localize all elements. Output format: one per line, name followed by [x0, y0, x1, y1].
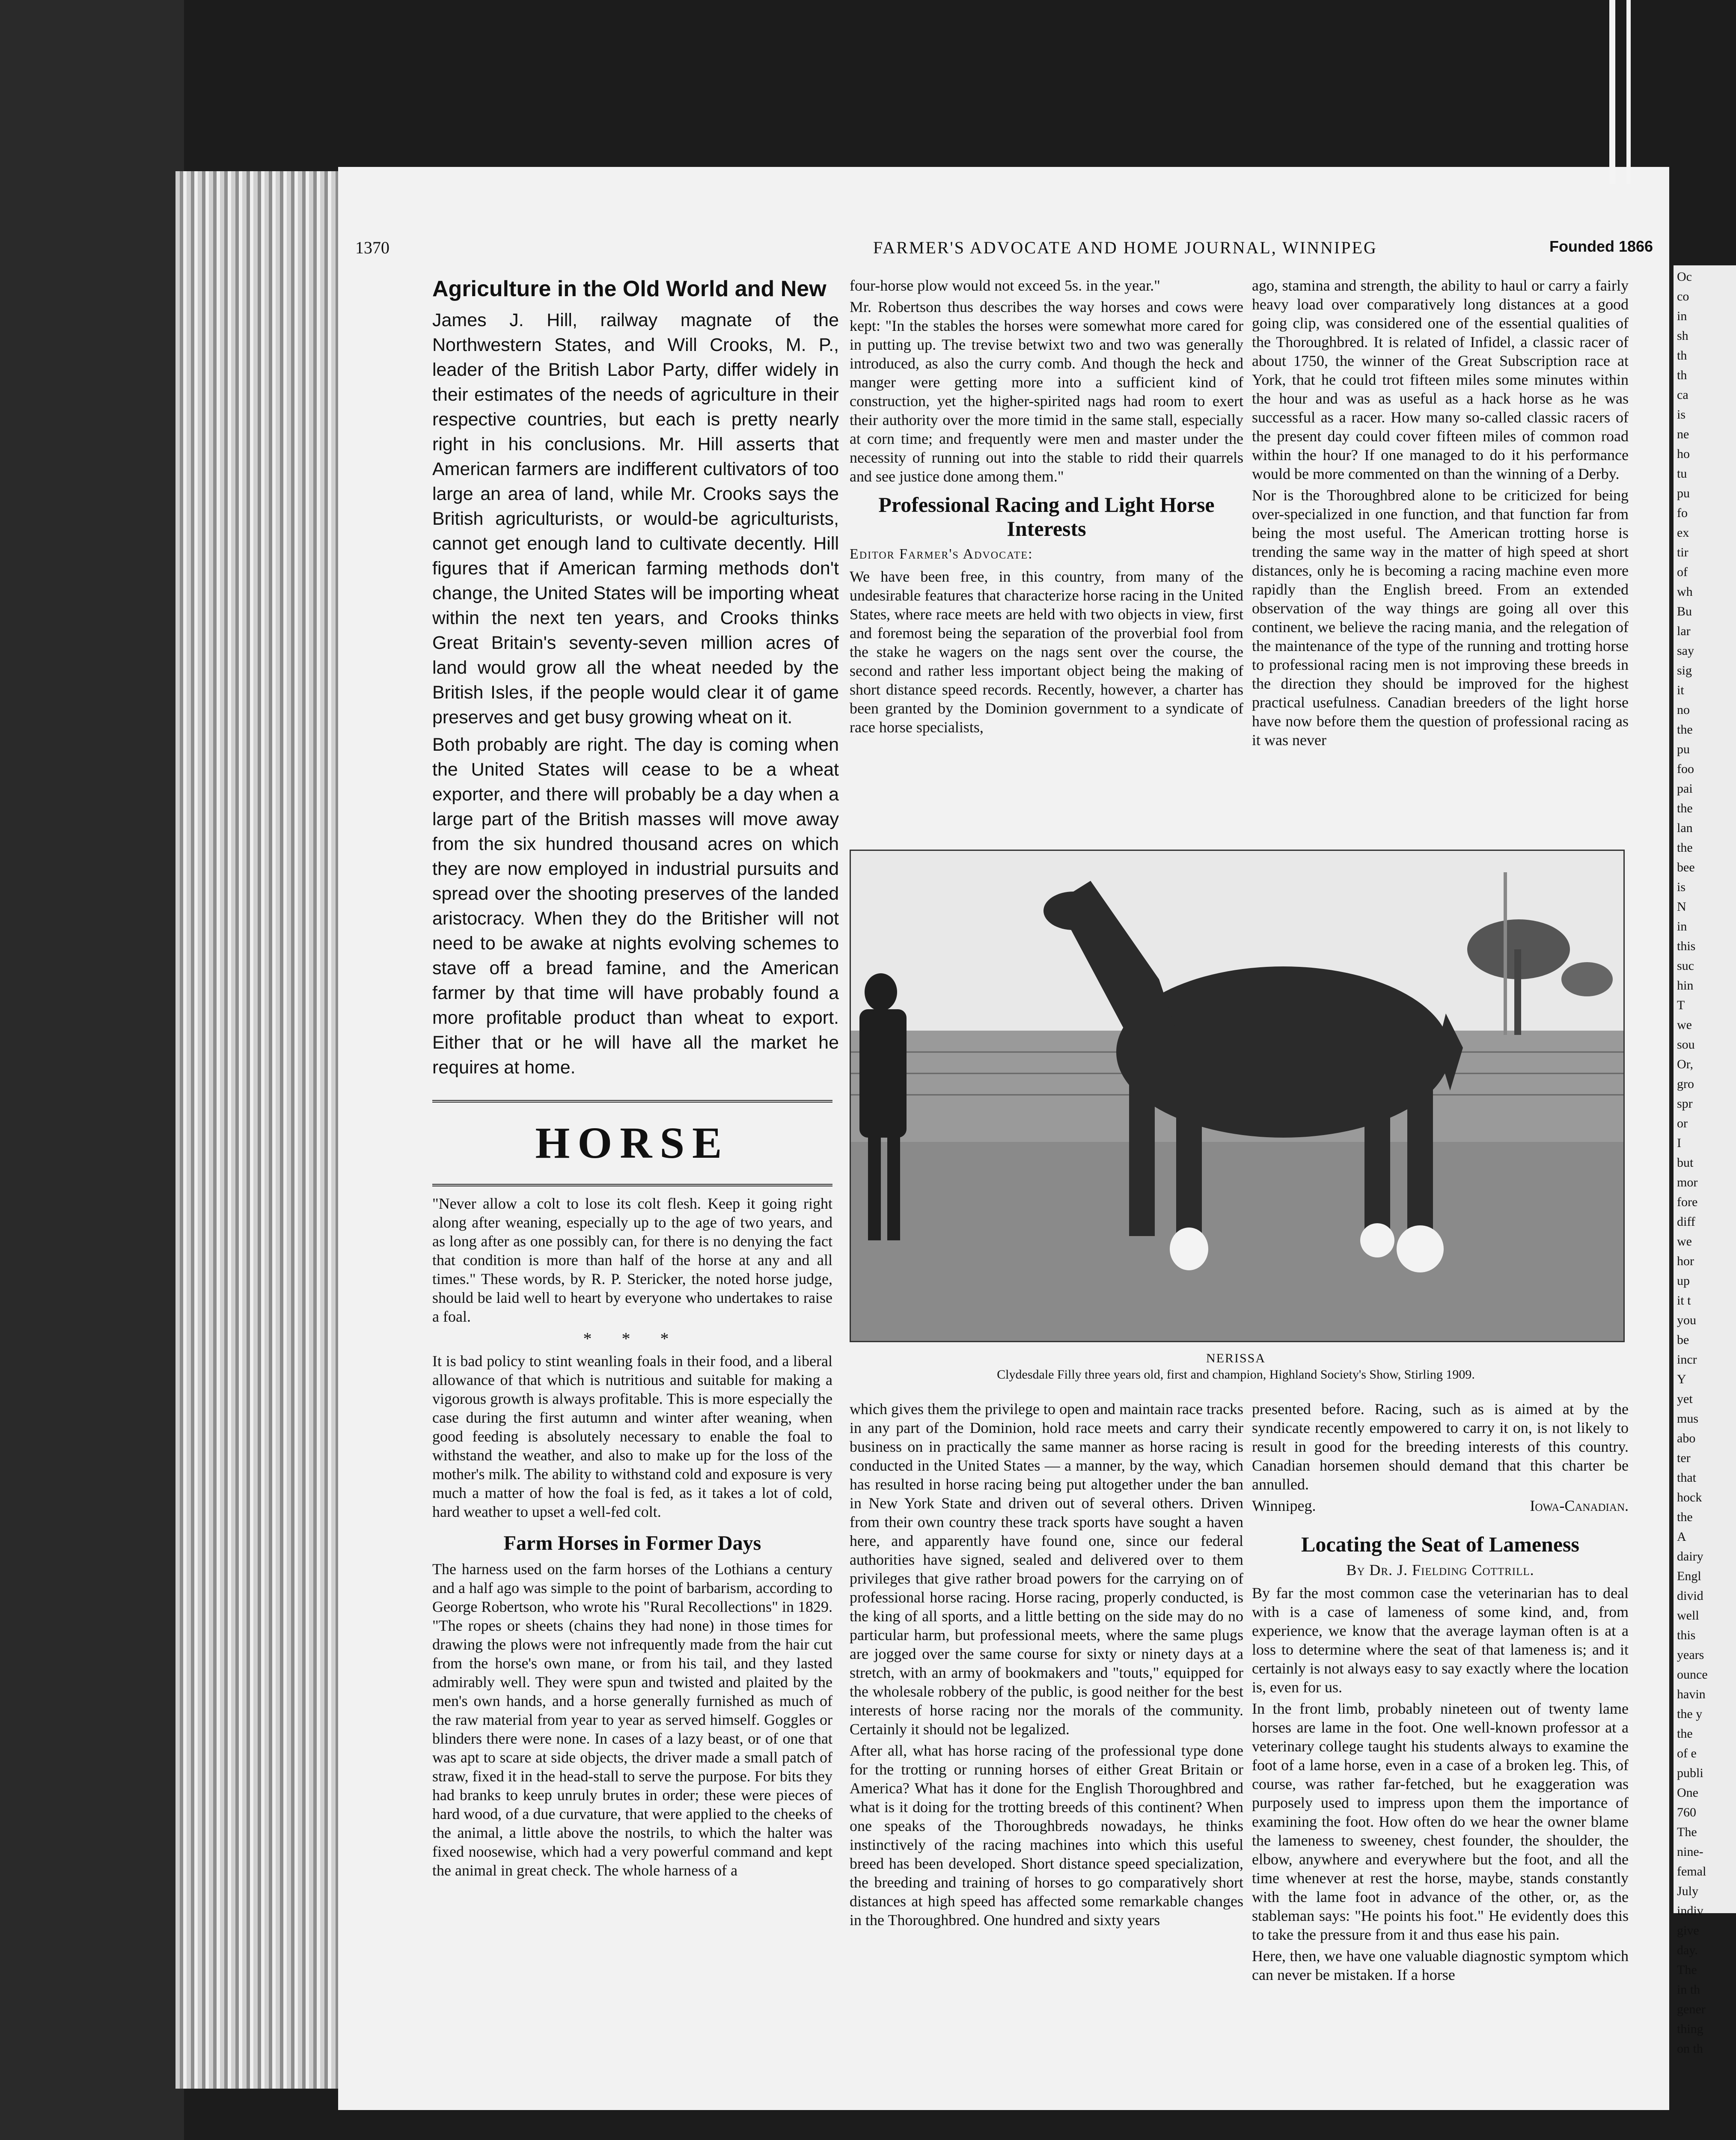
facing-page-text-fragment: havin [1677, 1687, 1706, 1701]
paragraph: The harness used on the farm horses of the Lothians a century and a half ago was simple to the point of barbarism, according to George Robertson, who wrote his "Rural Recollections" in 1829. "The ropes or sheets (chains they had none) in those times for drawing the plows were not infrequently made from the hair cut from the horse's own mane, or from his tail, and they lasted admirably well. They were spun and twisted and plaited by the men's own hands, and a horse generally furnished as much of the raw material from year to year as served himself. Goggles or blinders there were none. In cases of a lazy beast, or of one that was apt to scare at side objects, the driver made a small patch of straw, fixed it in the head-stall to serve the purpose. For bits they had branks to keep unruly brutes in order; these were pieces of hard wood, of a due curvature, that were applied to the cheeks of the animal, a little above the nostrils, to which the halter was fixed noosewise, which had a very powerful command and kept the animal in great check. The whole harness of a [432, 1560, 832, 1879]
facing-page-text-fragment: mus [1677, 1412, 1699, 1426]
facing-page-text-fragment: give [1677, 1923, 1699, 1938]
facing-page-text-fragment: nine- [1677, 1845, 1703, 1859]
facing-page-text-fragment: this [1677, 1628, 1696, 1642]
byline: By Dr. J. Fielding Cottrill. [1346, 1561, 1534, 1578]
paragraph: "Never allow a colt to lose its colt flesh. Keep it going right along after weaning, especially up to the age of two years, and as long after as one possibly can, for there is no denying the fact that condition is more than half of the horse at any and all times." These words, by R. P. Stericker, the noted horse judge, should be laid well to heart by everyone who undertakes to raise a foal. [432, 1195, 832, 1325]
facing-page-text-fragment: fore [1677, 1195, 1698, 1209]
page-edges [175, 171, 338, 2089]
facing-page-text-fragment: lan [1677, 821, 1693, 835]
agriculture-article [432, 276, 839, 1089]
facing-page-text-fragment: N [1677, 900, 1686, 914]
facing-page-text-fragment: yet [1677, 1392, 1693, 1406]
gutter-light-bar [1626, 0, 1631, 184]
caption-title: NERISSA [1206, 1351, 1266, 1365]
paragraph: Here, then, we have one valuable diagnostic symptom which can never be mistaken. If a horse [1252, 1947, 1629, 1983]
photo-caption [850, 1350, 1622, 1383]
facing-page-text-fragment: Engl [1677, 1569, 1701, 1583]
facing-page-fragment [1674, 265, 1736, 2056]
facing-page-text-fragment: say [1677, 644, 1694, 658]
facing-page-text-fragment: gro [1677, 1077, 1694, 1091]
facing-page-text-fragment: the y [1677, 1707, 1703, 1721]
facing-page-text-fragment: in th [1677, 1982, 1700, 1997]
editor-salutation: Editor Farmer's Advocate: [850, 546, 1033, 562]
facing-page-text-fragment: ex [1677, 526, 1689, 540]
facing-page-text-fragment: pu [1677, 486, 1690, 500]
facing-page-text-fragment: tir [1677, 545, 1688, 559]
facing-page-text-fragment: gener [1677, 2002, 1706, 2016]
paragraph: After all, what has horse racing of the professional type done for the trotting or running horses of either Great Britain or America? What has it done for the English Thoroughbred and what is it doing for the trotting breeds of this continent? When one speaks of the Thoroughbreds nowadays, he thinks instinctively of the racing machines into which this useful breed has been developed. Short distance speed specialization, the breeding and training of horses to go comparatively short distances at high speed has affected some remarkable changes in the Thoroughbred. One hundred and sixty years [850, 1742, 1243, 1929]
facing-page-text-fragment: diff [1677, 1215, 1695, 1229]
horse-notes [432, 1194, 832, 2050]
journal-title: FARMER'S ADVOCATE AND HOME JOURNAL, WINNIPEG [873, 238, 1377, 257]
facing-page-text-fragment: the [1677, 801, 1693, 815]
facing-page-text-fragment: in [1677, 919, 1687, 933]
facing-page-text-fragment: publi [1677, 1766, 1703, 1780]
facing-page-text-fragment: wh [1677, 585, 1693, 599]
facing-page-text-fragment: years [1677, 1648, 1704, 1662]
facing-page-text-fragment: up [1677, 1274, 1690, 1288]
facing-page-text-fragment: spr [1677, 1097, 1693, 1111]
facing-page-text-fragment: the [1677, 722, 1693, 737]
paragraph: It is bad policy to stint weanling foals in their food, and a liberal allowance of that which is nutritious and suitable for making a vigorous growth is always profitable. This is more especially the case during the first autumn and winter after weaning, when good feeding is absolutely necessary to enable the foal to withstand the weather, and also to make up for the loss of the mother's milk. The ability to withstand cold and exposure is very much a matter of how the foal is fed, as it takes a lot of cold, hard weather to upset a well-fed colt. [432, 1352, 832, 1520]
facing-page-text-fragment: dairy [1677, 1549, 1703, 1563]
facing-page-text-fragment: pu [1677, 742, 1690, 756]
facing-page-text-fragment: the [1677, 1727, 1693, 1741]
separator-stars: * * * [583, 1329, 682, 1348]
column-3-top [1252, 276, 1629, 828]
section-heading: HORSE [535, 1118, 730, 1168]
facing-page-text-fragment: we [1677, 1234, 1692, 1248]
paragraph: ago, stamina and strength, the ability to haul or carry a fairly heavy load over comparatively long distances at a good going clip, was considered one of the essential qualities of the Thoroughbred. It is related of Infidel, a classic racer of about 1750, the winner of the Great Subscription race at York, that he could trot fifteen miles some minutes within the hour and was as useful as a hack horse as he was successful as a racer. How many so-called classic racers of the present day could cover fifteen miles of common road within the hour? If one managed to do it his performance would be more commented on than the winning of a Derby. [1252, 277, 1629, 482]
paragraph: We have been free, in this country, from many of the undesirable features that characterize horse racing in the United States, where race meets are held with two objects in view, first and foremost being the separation of the proverbial fool from the stake he wagers on the nags sent over the course, the second and rather less important object being the making of short distance speed records. Recently, however, a charter has been granted by the Dominion government to a syndicate of race horse specialists, [850, 568, 1243, 736]
facing-page-text-fragment: on th [1677, 2042, 1703, 2056]
facing-page-text-fragment: hin [1677, 978, 1694, 993]
facing-page-text-fragment: pai [1677, 782, 1693, 796]
facing-page-text-fragment: the [1677, 841, 1693, 855]
facing-page-text-fragment: but [1677, 1156, 1694, 1170]
gutter-light-bar [1609, 0, 1615, 184]
facing-page-text-fragment: ca [1677, 388, 1688, 402]
facing-page-text-fragment: A [1677, 1530, 1686, 1544]
facing-page-text-fragment: we [1677, 1018, 1692, 1032]
article-title: Professional Racing and Light Horse Interests [878, 493, 1215, 541]
paragraph: presented before. Racing, such as is aimed at by the syndicate recently empowered to carry it on, is not likely to result in good for the breeding interests of this country. Canadian horsemen should demand that this charter be annulled. [1252, 1400, 1629, 1493]
facing-page-text-fragment: thing [1677, 2022, 1703, 2036]
facing-page-text-fragment: this [1677, 939, 1696, 953]
article-title: Locating the Seat of Lameness [1301, 1532, 1579, 1556]
facing-page-text-fragment: co [1677, 289, 1689, 303]
paragraph: Both probably are right. The day is coming when the United States will cease to be a wheat exporter, and there will probably be a day when a large part of the British masses will move away from the six hundred thousand acres on which they are now employed in industrial pursuits and spread over the shooting preserves of the landed aristocracy. When they do the Britisher will not need to be awake at nights evolving schemes to stave off a bread famine, and the American farmer by that time will have probably found a more profitable product than wheat to export. Either that or he will have all the market he requires at home. [432, 734, 839, 1078]
facing-page-text-fragment: Y [1677, 1372, 1686, 1386]
facing-page-text-fragment: in [1677, 309, 1687, 323]
clydesdale-photo-illustration [851, 851, 1623, 1341]
facing-page-text-fragment: is [1677, 880, 1686, 894]
facing-page-text-fragment: Oc [1677, 270, 1692, 284]
facing-page-text-fragment: mor [1677, 1175, 1698, 1189]
paragraph: Mr. Robertson thus describes the way horses and cows were kept: "In the stables the horses were somewhat more cared for in putting up. The trevise betwixt two and two was generally introduced, as also the curry comb. And though the heck and manger were getting more into a sufficient kind of construction, yet the higher-spirited nags had room to exert their authority over the more timid in the same stall, especially at corn time; and frequently were men and master under the necessity of running out into the stable to ridd their quarrels and see justice done among them." [850, 298, 1243, 485]
signature-line [1252, 1496, 1629, 1515]
facing-page-text-fragment: you [1677, 1313, 1696, 1327]
running-header [355, 238, 1674, 259]
facing-page-text-fragment: sh [1677, 329, 1688, 343]
facing-page-text-fragment: no [1677, 703, 1690, 717]
facing-page-text-fragment: that [1677, 1471, 1696, 1485]
page-number: 1370 [355, 238, 389, 257]
facing-page-text-fragment: of [1677, 565, 1688, 579]
facing-page-text-fragment: femal [1677, 1864, 1706, 1878]
facing-page-text-fragment: ho [1677, 447, 1690, 461]
facing-page-text-fragment: it t [1677, 1293, 1691, 1308]
facing-page-text-fragment: The [1677, 1825, 1697, 1839]
founded-note: Founded 1866 [1549, 238, 1653, 255]
facing-page-text-fragment: suc [1677, 959, 1694, 973]
facing-page-text-fragment: it [1677, 683, 1684, 697]
column-3-bottom [1252, 1400, 1629, 2067]
facing-page-text-fragment: day. [1677, 1943, 1698, 1957]
facing-page-text-fragment: hor [1677, 1254, 1694, 1268]
facing-page-text-fragment: incr [1677, 1352, 1697, 1367]
facing-page-text-fragment: foo [1677, 762, 1694, 776]
signature-place: Winnipeg. [1252, 1497, 1316, 1514]
facing-page-text-fragment: ne [1677, 427, 1689, 441]
facing-page-text-fragment: is [1677, 407, 1686, 422]
horse-section-banner [432, 1100, 832, 1186]
left-background [0, 0, 184, 2140]
facing-page-text-fragment: Or, [1677, 1057, 1693, 1071]
facing-page-text-fragment: divid [1677, 1589, 1703, 1603]
facing-page-text-fragment: well [1677, 1608, 1699, 1623]
facing-page-text-fragment: abo [1677, 1431, 1696, 1445]
facing-page-text-fragment: hock [1677, 1490, 1702, 1504]
facing-page-text-fragment: I [1677, 1136, 1681, 1150]
facing-page-text-fragment: T [1677, 998, 1685, 1012]
facing-page-text-fragment: July [1677, 1884, 1699, 1898]
facing-page-text-fragment: the [1677, 1510, 1693, 1524]
facing-page-text-fragment: lar [1677, 624, 1691, 638]
paragraph: In the front limb, probably nineteen out of twenty lame horses are lame in the foot. One well-known professor at a veterinary college taught his students always to examine the foot of a lame horse, even in a case of a broken leg. This, of course, was rather far-fetched, but he exaggeration was purposely used to impress upon them the importance of examining the foot. How often do we hear the owner blame the lameness to sweeney, chest founder, the shoulder, the elbow, anywhere and everywhere but the foot, and all the time whenever at rest the horse, maybe, stands constantly with the lame foot in advance of the other, or, as the stableman says: "He points his foot." He evidently does this to take the pressure from it and thus ease his pain. [1252, 1700, 1629, 1943]
article-title: Farm Horses in Former Days [503, 1532, 761, 1554]
facing-page-text-fragment: or [1677, 1116, 1688, 1130]
facing-page-text-fragment: sou [1677, 1037, 1695, 1052]
facing-page-text-fragment: sig [1677, 663, 1692, 678]
facing-page-text-fragment: 760 [1677, 1805, 1696, 1819]
facing-page-text-fragment: th [1677, 368, 1687, 382]
facing-page-text-fragment: bee [1677, 860, 1695, 874]
paragraph: four-horse plow would not exceed 5s. in the year." [850, 277, 1160, 294]
facing-page-text-fragment: ounce [1677, 1667, 1708, 1682]
caption-text: Clydesdale Filly three years old, first and champion, Highland Society's Show, Stirling 1909. [997, 1367, 1475, 1382]
column-2-top [850, 276, 1243, 828]
facing-page-text-fragment: th [1677, 348, 1687, 363]
facing-page-text-fragment: One [1677, 1786, 1698, 1800]
facing-page-text-fragment: of e [1677, 1746, 1697, 1760]
facing-page-text-fragment: be [1677, 1333, 1689, 1347]
facing-page-text-fragment: tu [1677, 467, 1687, 481]
article-title: Agriculture in the Old World and New [432, 276, 826, 301]
paragraph: By far the most common case the veterinarian has to deal with is a case of lameness of some kind, and, from experience, we know that the average layman often is at a loss to determine where the seat of that lameness is; and it certainly is not always easy to say exactly where the location is, even for us. [1252, 1584, 1629, 1696]
paragraph: Nor is the Thoroughbred alone to be criticized for being over-specialized in one function, and that function far from being the most useful. The American trotting horse is trending the same way in the matter of high speed at short distances, only he is becoming a racing machine even more rapidly than the English breed. From an extended observation of the way things are going all over this continent, we believe the racing mania, and the relegation of the maintenance of the type of the running and trotting horse to professional racing men is not improving these breeds in the direction they should be improved for the highest practical usefulness. Canadian breeders of the light horse have now before them the question of professional racing as it was never [1252, 487, 1629, 749]
facing-page-text-fragment: The [1677, 1963, 1697, 1977]
horse-photograph [850, 850, 1625, 1342]
facing-page-text-fragment: indiv [1677, 1904, 1703, 1918]
facing-page-text-fragment: Bu [1677, 604, 1692, 618]
facing-page-text-fragment: fo [1677, 506, 1688, 520]
column-2-bottom [850, 1400, 1243, 2067]
signature-name: Iowa-Canadian. [1530, 1497, 1629, 1514]
paragraph: James J. Hill, railway magnate of the Northwestern States, and Will Crooks, M. P., leader of the British Labor Party, differ widely in their estimates of the needs of agriculture in their respective countries, but each is pretty nearly right in his conclusions. Mr. Hill asserts that American farmers are indifferent cultivators of too large an area of land, while Mr. Crooks says the British agriculturists, or would-be agriculturists, cannot get enough land to cultivate decently. Hill figures that if American farming methods don't change, the United States will be importing wheat within the next ten years, and Crooks thinks Great Britain's seventy-seven million acres of land would grow all the wheat needed by the British Isles, if the people would clear it of game preserves and get busy growing wheat on it. [432, 310, 839, 728]
facing-page-text-fragment: ter [1677, 1451, 1691, 1465]
paragraph: which gives them the privilege to open and maintain race tracks in any part of the Dominion, hold race meets and carry their business on in practically the same manner as horse racing is conducted in the United States — a manner, by the way, which has resulted in horse racing being put altogether under the ban in New York State and driven out of several others. Driven from their own country these track sports have sought a haven here, and apparently have found one, since our federal authorities have signed, sealed and delivered over to them privileges that give rather broad powers for the carrying on of professional horse racing. Horse racing, properly conducted, is the king of all sports, and a little betting on the side may do no particular harm, but professional meets, where the same plugs are jogged over the same course for sixty or ninety days at a stretch, with an army of bookmakers and "touts," equipped for the wholesale robbery of the public, is good neither for the best interests of horse racing nor the morals of the community. Certainly it should not be legalized. [850, 1400, 1243, 1738]
